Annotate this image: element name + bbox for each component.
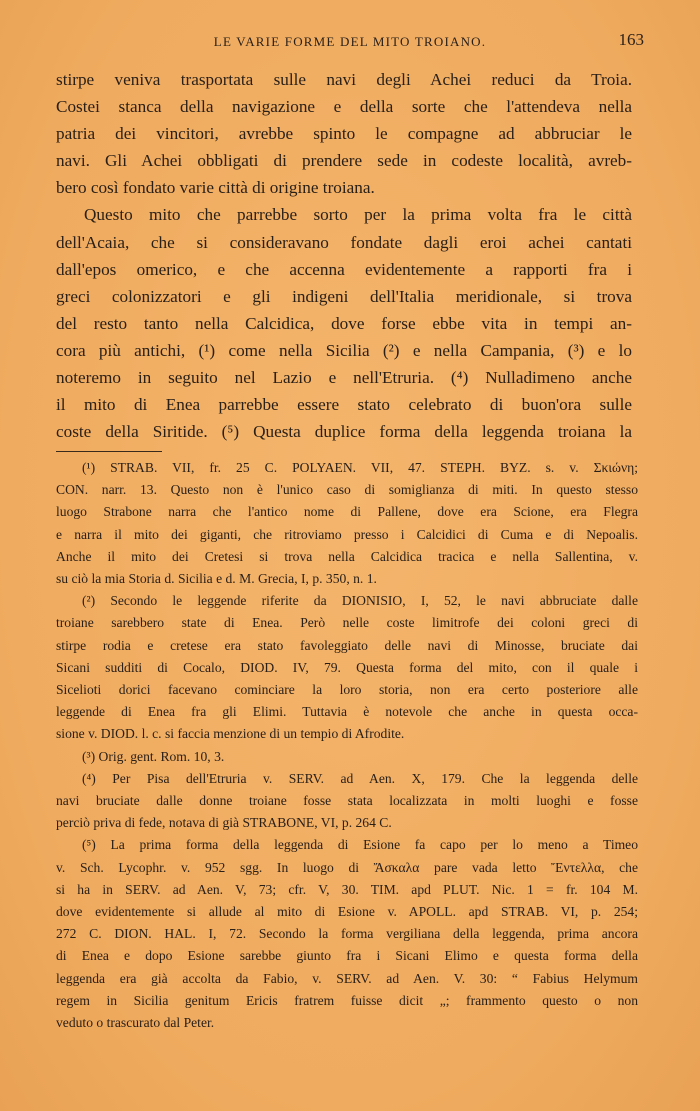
footnote-line: regem in Sicilia genitum Ericis fratrem fuisse dicit „; frammento questo o non [56, 992, 638, 1008]
page-header [56, 30, 644, 54]
footnote-line: Sicelioti dorici facevano cominciare la loro storia, non era certo posteriore alle [56, 682, 638, 698]
text-line: dall'epos omerico, e che accenna evidentemente a rapporti fra i [56, 259, 632, 279]
footnotes [56, 457, 638, 1034]
text-line: Questo mito che parrebbe sorto per la prima volta fra le città [84, 205, 632, 225]
footnote-line: CON. narr. 13. Questo non è l'unico caso di somiglianza di miti. In questo stesso [56, 482, 638, 498]
text-line: navi. Gli Achei obbligati di prendere sede in codeste località, avreb- [56, 151, 632, 171]
footnote-line: (⁴) Per Pisa dell'Etruria v. SERV. ad Aen. X, 179. Che la leggenda delle [82, 770, 638, 786]
footnote-line: 272 C. DION. HAL. I, 72. Secondo la forma vergiliana della leggenda, prima ancora [56, 926, 638, 942]
text-line: del resto tanto nella Calcidica, dove forse ebbe vita in tempi an- [56, 313, 632, 333]
footnote-line: su ciò la mia Storia d. Sicilia e d. M. Grecia, I, p. 350, n. 1. [56, 571, 377, 587]
footnote-line: Anche il mito dei Cretesi si trova nella Calcidica tracica e nella Sallentina, v. [56, 548, 638, 564]
text-line: dell'Acaia, che si consideravano fondate dagli eroi achei cantati [56, 232, 632, 252]
main-text [56, 66, 632, 445]
text-line: bero così fondato varie città di origine troiana. [56, 178, 375, 198]
footnote-line: e narra il mito dei giganti, che ritroviamo presso i Calcidici di Cuma e di Nepoalis. [56, 526, 638, 542]
text-line: noteremo in seguito nel Lazio e nell'Etruria. (⁴) Nulladimeno anche [56, 368, 632, 388]
footnote-line: leggenda era già accolta da Fabio, v. SERV. ad Aen. V. 30: “ Fabius Helymum [56, 970, 638, 986]
footnote-line: dove evidentemente si allude al mito di Esione v. APOLL. apd STRAB. VI, p. 254; [56, 904, 638, 920]
text-line: coste della Siritide. (⁵) Questa duplice forma della leggenda troiana la [56, 422, 632, 442]
running-title: LE VARIE FORME DEL MITO TROIANO. [213, 34, 487, 49]
text-line: il mito di Enea parrebbe essere stato celebrato di buon'ora sulle [56, 395, 632, 415]
footnote-separator [56, 451, 162, 452]
footnote-line: (⁵) La prima forma della leggenda di Esione fa capo per lo meno a Timeo [82, 837, 638, 853]
text-line: stirpe veniva trasportata sulle navi degli Achei reduci da Troia. [56, 70, 632, 89]
footnote-line: luogo Strabone narra che l'antico nome di Pallene, dove era Scione, era Flegra [56, 504, 638, 520]
footnote-line: v. Sch. Lycophr. v. 952 sgg. In luogo di Ἄσκαλα pare vada letto Ἔντελλα, che [56, 859, 638, 875]
footnote-line: veduto o trascurato dal Peter. [56, 1015, 215, 1031]
footnote-line: (¹) STRAB. VII, fr. 25 C. POLYAEN. VII, 47. STEPH. BYZ. s. v. Σκιώνη; [82, 460, 638, 475]
footnote-line: Sicani sudditi di Cocalo, DIOD. IV, 79. Questa forma del mito, con il quale i [56, 659, 638, 675]
text-line: cora più antichi, (¹) come nella Sicilia (²) e nella Campania, (³) e lo [56, 340, 632, 360]
footnote-line: (³) Orig. gent. Rom. 10, 3. [82, 748, 225, 764]
text-line: patria dei vincitori, avrebbe spinto le compagne ad abbruciar le [56, 124, 632, 144]
text-line: Costei stanca della navigazione e della sorte che l'attendeva nella [56, 97, 632, 117]
page-number: 163 [618, 30, 644, 49]
footnote-line: troiane sarebbero state di Enea. Però nelle coste limitrofe dei coloni greci di [56, 615, 638, 631]
text-line: greci colonizzatori e gli indigeni dell'Italia meridionale, si trova [56, 286, 632, 306]
footnote-line: navi bruciate dalle donne troiane fosse stata localizzata in molti luoghi e fosse [56, 793, 638, 809]
footnote-line: (²) Secondo le leggende riferite da DIONISIO, I, 52, le navi abbruciate dalle [82, 593, 638, 609]
footnote-line: sione v. DIOD. l. c. si faccia menzione di un tempio di Afrodite. [56, 726, 405, 742]
footnote-line: perciò priva di fede, notava di già STRABONE, VI, p. 264 C. [56, 815, 392, 831]
footnote-line: stirpe rodia e cretese era stato favoleggiato delle navi di Minosse, bruciate dai [56, 637, 638, 653]
footnote-line: leggende di Enea fra gli Elimi. Tuttavia è notevole che anche in questa occa- [56, 704, 638, 720]
footnote-line: si ha in SERV. ad Aen. V, 73; cfr. V, 30. TIM. apd PLUT. Nic. 1 = fr. 104 M. [56, 881, 638, 897]
footnote-line: di Enea e dopo Esione sarebbe giunto fra i Sicani Elimo e questa forma della [56, 948, 638, 964]
